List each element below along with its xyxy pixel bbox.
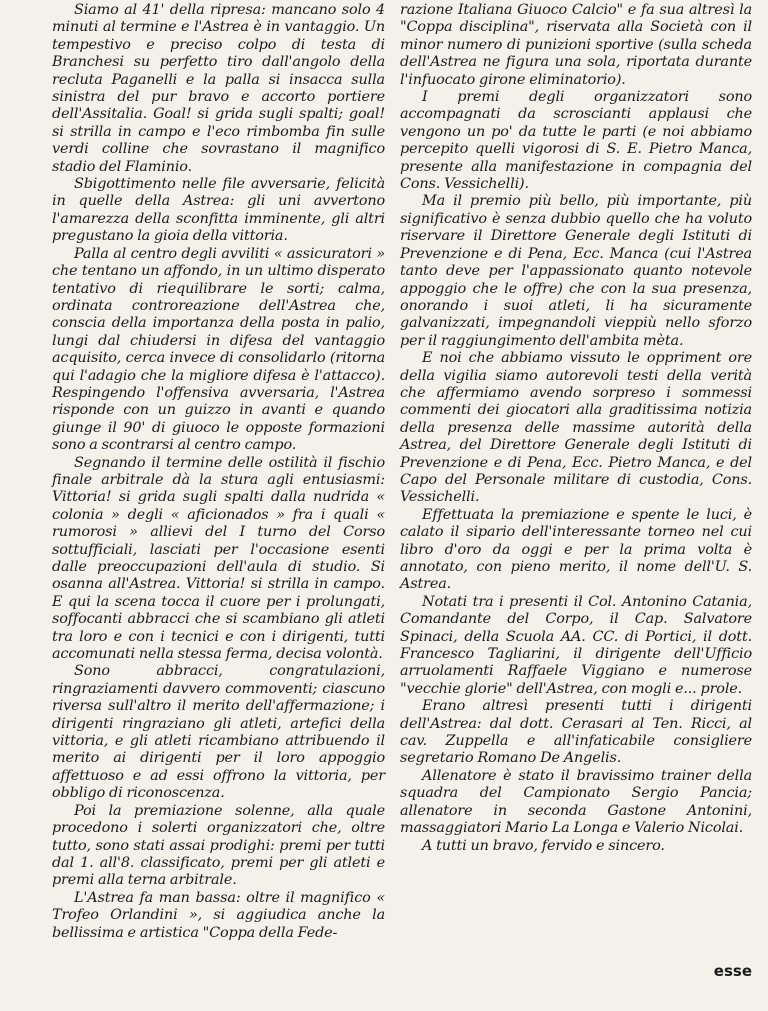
paragraph: Ma il premio più bello, più importante, più significativo è senza dubbio quello che ha voluto riservare il Direttore Generale degli Istituti di Prevenzione e di Pena, Ecc. Manca (cui l'Astrea tanto deve per l'appassionato quanto notevole appoggio che le offre) che con la sua presenza, onorando i suoi atleti, li ha sicuramente galvanizzati, impegnandoli vieppiù nello sforzo per il raggiungimento dell'ambita mèta. [400,193,752,349]
paragraph: Sbigottimento nelle file avversarie, felicità in quelle della Astrea: gli uni avvertono l'amarezza della sconfitta imminente, gli altri pregustano la gioia della vittoria. [52,176,385,245]
paragraph: I premi degli organizzatori sono accompagnati da scroscianti applausi che vengono un po' da tutte le parti (e noi abbiamo percepito quelli vigorosi di S. E. Pietro Manca, presente alla manifestazione in compagnia del Cons. Vessichelli). [400,89,752,193]
paragraph: Erano altresì presenti tutti i dirigenti dell'Astrea: dal dott. Cerasari al Ten. Ricci, al cav. Zuppella e all'infaticabile consigliere segretario Romano De Angelis. [400,698,752,767]
paragraph: Allenatore è stato il bravissimo trainer della squadra del Campionato Sergio Pancia; allenatore in seconda Gastone Antonini, massaggiatori Mario La Longa e Valerio Nicolai. [400,767,752,837]
paragraph: Notati tra i presenti il Col. Antonino Catania, Comandante del Corpo, il Cap. Salvatore Spinaci, della Scuola AA. CC. di Portici, il dott. Francesco Tagliarini, il dirigente dell'Ufficio arruolamenti Raffaele Viggiano e numerose "vecchie glorie" dell'Astrea, con mogli e... prole. [400,593,752,697]
right-column [400,2,752,855]
author-signature: esse [713,962,752,980]
paragraph: A tutti un bravo, fervido e sincero. [422,837,665,854]
paragraph: L'Astrea fa man bassa: oltre il magnifico « Trofeo Orlandini », si aggiudica anche la bellissima e artistica "Coppa della Fede- [52,889,385,941]
paragraph: E noi che abbiamo vissuto le oppriment ore della vigilia siamo autorevoli testi della verità che affermiamo avendo sorpreso i sommessi commenti dei giocatori alla graditissima notizia della presenza delle massime autorità della Astrea, del Direttore Generale degli Istituti di Prevenzione e di Pena, Ecc. Pietro Manca, e del Capo del Personale militare di custodia, Cons. Vessichelli. [400,350,752,506]
left-column [52,2,385,942]
paragraph: razione Italiana Giuoco Calcio" e fa sua altresì la "Coppa disciplina", riservata alla Società con il minor numero di punizioni sportive (sulla scheda dell'Astrea ne figura una sola, riportata durante l'infuocato girone eliminatorio). [400,2,752,88]
paragraph: Palla al centro degli avviliti « assicuratori » che tentano un affondo, in un ultimo disperato tentativo di riequilibrare le sorti; calma, ordinata controreazione dell'Astrea che, conscia della importanza della posta in palio, lungi dal chiudersi in difesa del vantaggio acquisito, cerca invece di consolidarlo (ritorna qui l'adagio che la migliore difesa è l'attacco). Respingendo l'offensiva avversaria, l'Astrea risponde con un guizzo in avanti e quando giunge il 90' di giuoco le opposte formazioni sono a scontrarsi al centro campo. [52,245,385,454]
paragraph: Siamo al 41' della ripresa: mancano solo 4 minuti al termine e l'Astrea è in vantaggio. Un tempestivo e preciso colpo di testa di Branchesi su perfetto tiro dall'angolo della recluta Paganelli e la palla si insacca sulla sinistra del pur bravo e accorto portiere dell'Assitalia. Goal! si grida sugli spalti; goal! si strilla in campo e l'eco rimbomba fin sulle verdi colline che sovrastano il magnifico stadio del Flaminio. [52,2,385,175]
paragraph: Sono abbracci, congratulazioni, ringraziamenti davvero commoventi; ciascuno riversa sull'altro il merito dell'affermazione; i dirigenti ringraziano gli atleti, artefici della vittoria, e gli atleti ricambiano attribuendo il merito ai dirigenti per il loro appoggio affettuoso e ad essi offrono la vittoria, per obbligo di riconoscenza. [52,663,385,802]
paragraph: Effettuata la premiazione e spente le luci, è calato il sipario dell'interessante torneo nel cui libro d'oro da oggi e per la prima volta è annotato, con pieno merito, il nome dell'U. S. Astrea. [400,506,752,593]
paragraph: Poi la premiazione solenne, alla quale procedono i solerti organizzatori che, oltre tutto, sono stati assai prodighi: premi per tutti dal 1. all'8. classificato, premi per gli atleti e premi alla terna arbitrale. [52,802,385,889]
paragraph: Segnando il termine delle ostilità il fischio finale arbitrale dà la stura agli entusiasmi: Vittoria! si grida sugli spalti dalla nudrida « colonia » degli « aficionados » fra i quali « rumorosi » allievi del I turno del Corso sottufficiali, lasciati per l'occasione esenti dalle preoccupazioni dell'aula di studio. Si osanna all'Astrea. Vittoria! si strilla in campo. E qui la scena tocca il cuore per i prolungati, soffocanti abbracci che si scambiano gli atleti tra loro e con i tecnici e con i dirigenti, tutti accomunati nella stessa ferma, decisa volontà. [52,454,385,663]
